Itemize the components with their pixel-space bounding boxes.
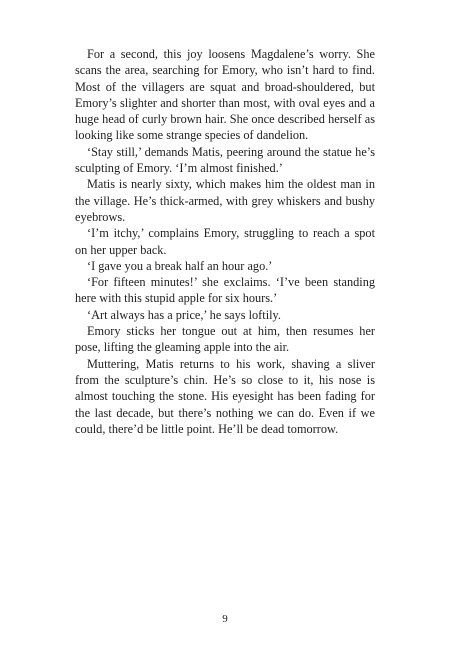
paragraph: For a second, this joy loosens Magdalene’s worry. She scans the area, searching for Emory, who isn’t hard to find. Most of the villagers are squat and broad-shouldered, but Emory’s slighter and shorter than most, with oval eyes and a huge head of curly brown hair. She once described herself as looking like some strange species of dandelion. — [75, 47, 375, 143]
paragraph: ‘I gave you a break half an hour ago.’ — [87, 258, 273, 273]
paragraph: Muttering, Matis returns to his work, shaving a sliver from the sculpture’s chin. He’s so close to it, his nose is almost touching the stone. His eyesight has been fading for the last decade, but there’s nothing we can do. Even if we could, there’d be little point. He’ll be dead tomorrow. — [75, 356, 375, 436]
paragraph: Emory sticks her tongue out at him, then resumes her pose, lifting the gleaming apple into the air. — [75, 324, 375, 355]
paragraph: ‘Stay still,’ demands Matis, peering around the statue he’s sculpting of Emory. ‘I’m almost finished.’ — [75, 144, 375, 176]
paragraph: ‘I’m itchy,’ complains Emory, struggling to reach a spot on her upper back. — [75, 226, 375, 257]
paragraph: ‘Art always has a price,’ he says loftily. — [87, 307, 281, 322]
body-text — [75, 46, 375, 437]
page-number: 9 — [222, 613, 228, 625]
paragraph: Matis is nearly sixty, which makes him the oldest man in the village. He’s thick-armed, with grey whiskers and bushy eyebrows. — [75, 177, 375, 224]
paragraph: ‘For fifteen minutes!’ she exclaims. ‘I’ve been standing here with this stupid apple for six hours.’ — [75, 275, 375, 306]
